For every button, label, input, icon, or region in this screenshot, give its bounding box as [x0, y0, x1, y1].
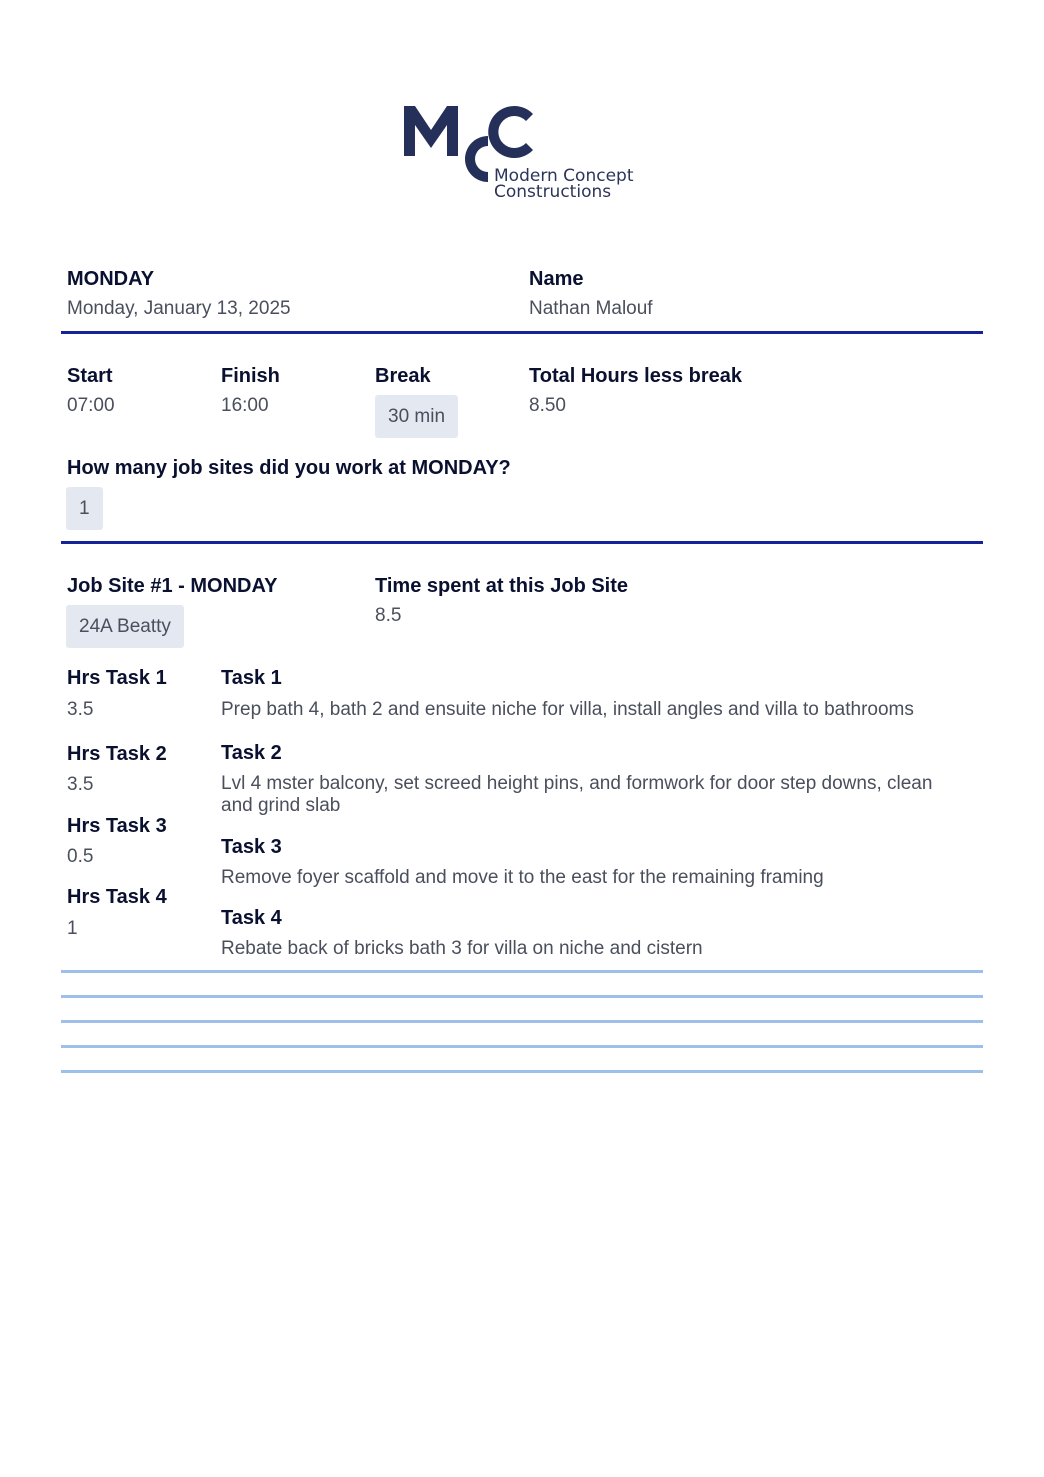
job-sites-count-chip: 1	[66, 487, 103, 530]
total-hours-value: 8.50	[529, 395, 566, 416]
task-2-description: Lvl 4 mster balcony, set screed height pins, and formwork for door step downs, clean and grind slab	[221, 773, 933, 816]
company-name-line2: Constructions	[494, 182, 612, 202]
task-1-description: Prep bath 4, bath 2 and ensuite niche for villa, install angles and villa to bathrooms	[221, 699, 914, 720]
name-value: Nathan Malouf	[529, 298, 653, 319]
task-3-description: Remove foyer scaffold and move it to the east for the remaining framing	[221, 867, 824, 888]
total-hours-label: Total Hours less break	[529, 365, 743, 387]
hrs-task-3-value: 0.5	[67, 846, 94, 867]
task-3-label: Task 3	[221, 836, 282, 858]
hrs-task-2-value: 3.5	[67, 774, 94, 795]
name-label: Name	[529, 268, 584, 290]
start-value: 07:00	[67, 395, 115, 416]
hrs-task-2-label: Hrs Task 2	[67, 743, 167, 765]
task-4-label: Task 4	[221, 907, 282, 929]
break-value-chip: 30 min	[375, 395, 458, 438]
finish-label: Finish	[221, 365, 280, 387]
day-label: MONDAY	[67, 268, 155, 290]
hrs-task-4-label: Hrs Task 4	[67, 886, 167, 908]
section-divider-2	[61, 541, 983, 544]
company-logo	[400, 98, 650, 208]
hrs-task-3-label: Hrs Task 3	[67, 815, 167, 837]
break-label: Break	[375, 365, 431, 387]
job-sites-question: How many job sites did you work at MONDAY?	[67, 457, 511, 479]
section-divider-1	[61, 331, 983, 334]
job-site-label: Job Site #1 - MONDAY	[67, 575, 278, 597]
job-site-time-value: 8.5	[375, 605, 402, 626]
task-1-label: Task 1	[221, 667, 282, 689]
hrs-task-1-label: Hrs Task 1	[67, 667, 167, 689]
hrs-task-4-value: 1	[67, 918, 78, 939]
closing-rule-5	[61, 1070, 983, 1073]
job-site-time-label: Time spent at this Job Site	[375, 575, 629, 597]
closing-rule-1	[61, 970, 983, 973]
closing-rule-4	[61, 1045, 983, 1048]
start-label: Start	[67, 365, 113, 387]
task-4-description: Rebate back of bricks bath 3 for villa on niche and cistern	[221, 938, 703, 959]
finish-value: 16:00	[221, 395, 269, 416]
job-site-value-chip: 24A Beatty	[66, 605, 184, 648]
hrs-task-1-value: 3.5	[67, 699, 94, 720]
closing-rule-3	[61, 1020, 983, 1023]
company-name-line1: Modern Concept	[494, 166, 634, 186]
task-2-label: Task 2	[221, 742, 282, 764]
closing-rule-2	[61, 995, 983, 998]
date-value: Monday, January 13, 2025	[67, 298, 291, 319]
